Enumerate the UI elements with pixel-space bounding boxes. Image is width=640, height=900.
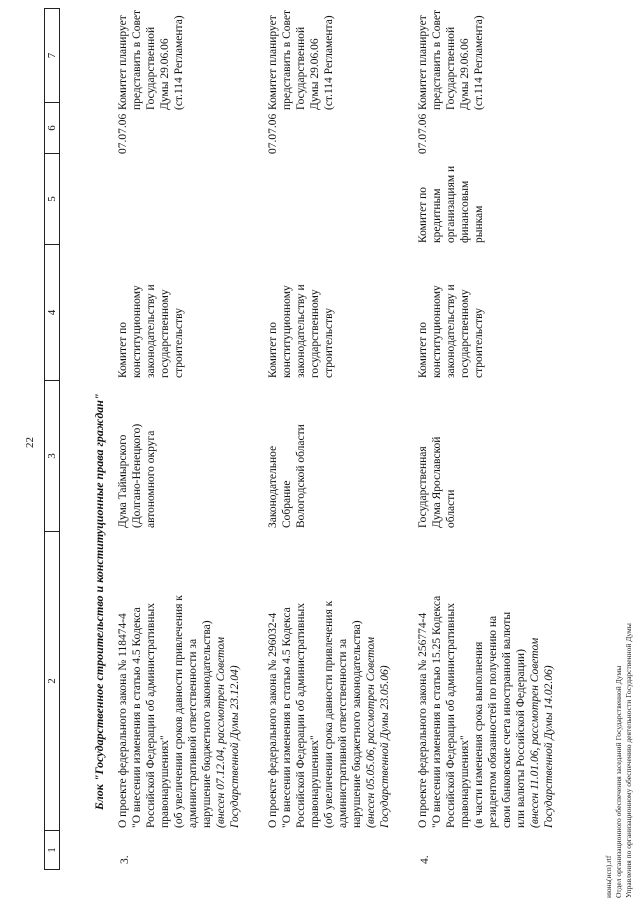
co-committee: Комитет по кредитным организациям и финансовым рынкам	[417, 165, 485, 243]
bill-note: (внесен 07.12.04, рассмотрен Советом	[215, 636, 227, 828]
bill-note: (внесен 11.01.06, рассмотрен Советом	[529, 637, 541, 828]
plan-note: Комитет планирует представить в Совет Государственной Думы 29.06.06 (ст.114 Регламента)	[117, 9, 185, 110]
bill-description: О проекте федерального закона № 296032-4 "О внесении изменения в статью 4.5 Кодекса Российской Федерации об административных правонарушениях" (об увеличении срока давности привлечения к административной ответственности за нарушение бюджетного законодательства) (внесен 05.05.06, рассмотрен Советом Государственной Думы 23.05.06)	[266, 528, 392, 828]
plan-note: Комитет планирует представить в Совет Государственной Думы 29.06.06 (ст.114 Регламента)	[417, 9, 485, 110]
initiator: Законодательное Собрание Вологодской области	[267, 424, 307, 528]
initiator: Дума Таймырского (Долгано-Ненецкого) автономного округа	[117, 423, 157, 528]
col-num-2: 2	[45, 532, 60, 831]
responsible-committee: Комитет по конституционному законодательству и государственному строительству	[117, 284, 185, 378]
block-title: Блок "Государственное строительство и конституционные права граждан"	[92, 393, 106, 810]
footer-filename: июнь(исп).rtf	[604, 855, 613, 898]
plan-note: Комитет планирует представить в Совет Государственной Думы 29.06.06 (ст.114 Регламента)	[267, 9, 335, 110]
page-number: 22	[24, 437, 36, 448]
row-number: 4.	[419, 855, 431, 864]
bill-description: О проекте федерального закона № 118474-4 "О внесении изменения в статью 4.5 Кодекса Российской Федерации об административных правонарушениях" (об увеличении сроков давности привлечения к административной ответственности за нарушение бюджетного законодательства) (внесен 07.12.04, рассмотрен Советом Государственной Думы 23.12.04)	[116, 528, 242, 828]
initiator: Государственная Дума Ярославской области	[417, 436, 457, 528]
row-number: 3.	[119, 855, 131, 864]
date: 07.07.06	[417, 113, 429, 154]
col-num-1: 1	[45, 831, 60, 870]
col-num-3: 3	[45, 381, 60, 532]
bill-description: О проекте федерального закона № 256774-4 "О внесении изменения в статью 15.25 Кодекса Российской Федерации об административных правонарушениях" (в части изменения срока выполнения резидентом обязанностей по получению на свои банковские счета иностранной валюты или валюты Российской Федерации) (внесен 11.01.06, рассмотрен Советом Государственной Думы 14.02.06)	[416, 528, 556, 828]
responsible-committee: Комитет по конституционному законодательству и государственному строительству	[417, 284, 485, 378]
column-number-row	[44, 8, 60, 870]
responsible-committee: Комитет по конституционному законодательству и государственному строительству	[267, 284, 335, 378]
date: 07.07.06	[117, 113, 129, 154]
footer-department: Отдел организационного обеспечения заседаний Государственной Думы	[614, 665, 623, 898]
col-num-7: 7	[45, 9, 60, 103]
col-num-4: 4	[45, 245, 60, 381]
date: 07.07.06	[267, 113, 279, 154]
col-num-6: 6	[45, 103, 60, 154]
bill-note: (внесен 05.05.06, рассмотрен Советом	[365, 636, 377, 828]
col-num-5: 5	[45, 154, 60, 245]
footer-directorate: Управления по организационному обеспечению деятельности Государственной Думы	[624, 623, 633, 898]
